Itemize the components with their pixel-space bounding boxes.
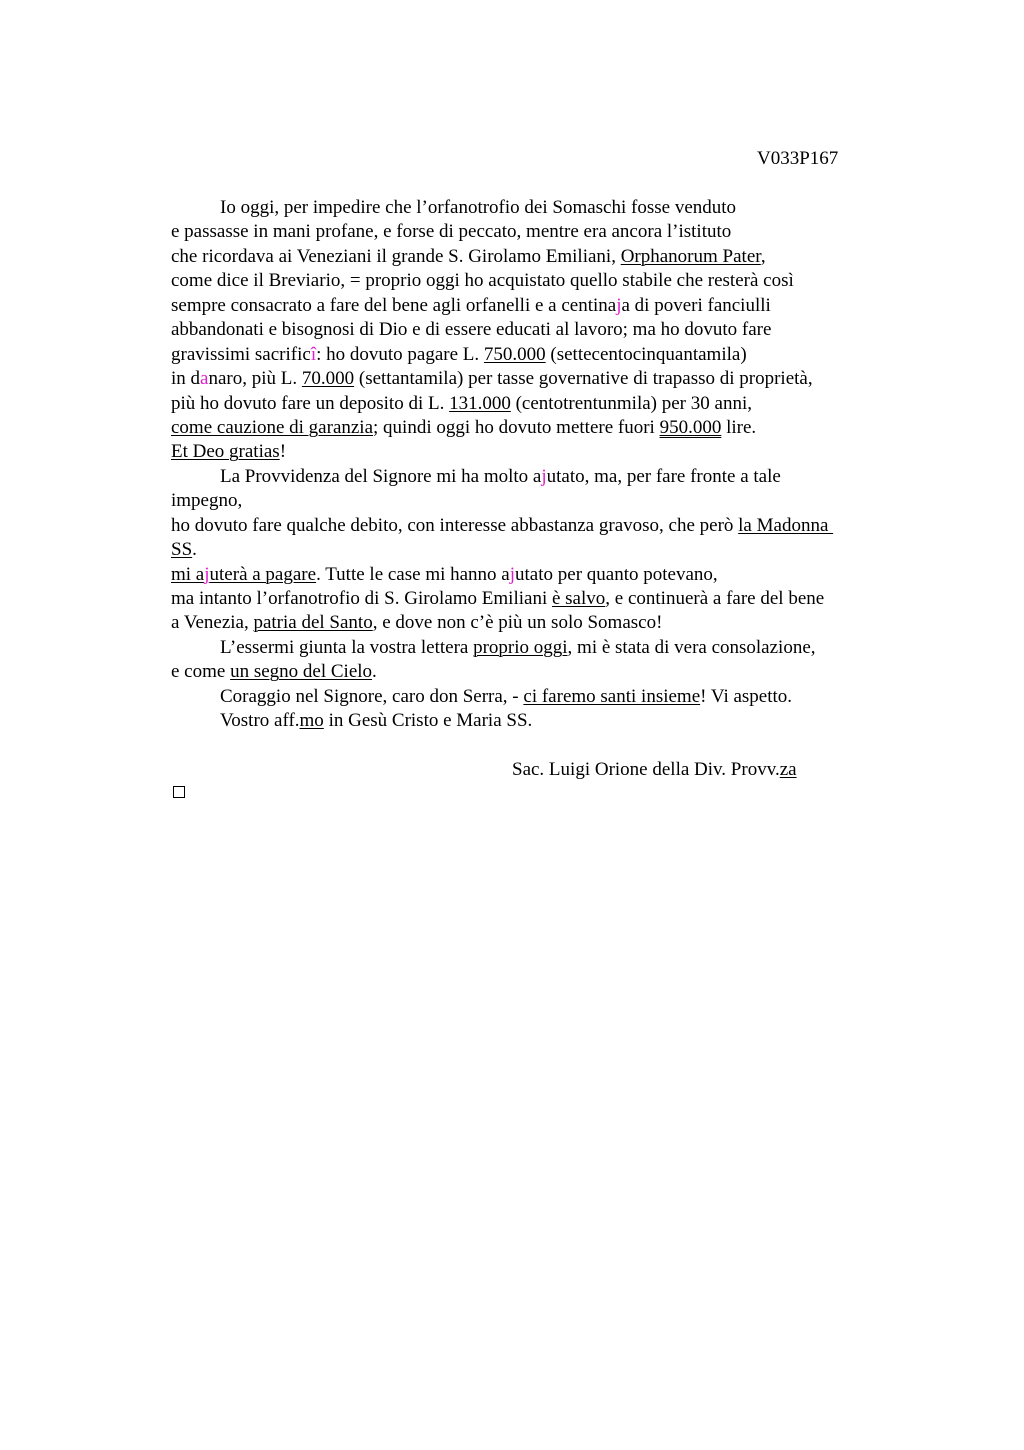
text-segment: utato per quanto potevano,: [515, 563, 718, 585]
text-segment: e come: [171, 661, 231, 683]
underlined-text: come cauzione di garanzia: [171, 416, 374, 438]
underlined-text: la Madonna: [738, 514, 834, 536]
text-line: [171, 245, 901, 269]
text-line: [171, 636, 901, 660]
highlighted-letter: j: [616, 294, 622, 316]
highlighted-letter: î: [310, 343, 317, 365]
text-segment: sempre consacrato a fare del bene agli orfanelli e a centina: [171, 294, 617, 316]
text-line: [171, 709, 901, 733]
text-segment: Io oggi, per impedire che l’orfanotrofio dei Somaschi fosse venduto: [220, 197, 737, 218]
text-line: [171, 318, 901, 342]
text-segment: gravissimi sacrific: [171, 343, 311, 365]
text-line: [171, 416, 901, 440]
text-segment: ; quindi oggi ho dovuto mettere fuori: [373, 416, 660, 438]
text-segment: in d: [171, 368, 201, 390]
text-segment: Coraggio nel Signore, caro don Serra, -: [220, 685, 524, 707]
text-line: [171, 685, 901, 709]
text-line: [171, 514, 901, 538]
highlighted-letter: j: [541, 465, 547, 487]
underlined-text: mo: [299, 710, 324, 732]
underlined-text: ci faremo santi insieme: [523, 685, 701, 707]
text-segment: .: [372, 661, 377, 683]
underlined-text: 750.000: [483, 343, 546, 365]
text-segment: La Provvidenza del Signore mi ha molto a: [220, 465, 542, 487]
signature-text: Sac. Luigi Orione della Div. Provv.: [512, 759, 780, 780]
text-segment: (settantamila) per tasse governative di trapasso di proprietà,: [354, 368, 813, 390]
text-segment: Vostro aff.: [220, 710, 300, 732]
underlined-text: uterà a pagare: [209, 563, 317, 585]
letter-body: [171, 196, 901, 734]
underlined-text: j: [204, 563, 210, 585]
underlined-text: un segno del Cielo: [230, 661, 373, 683]
text-segment: a Venezia,: [171, 612, 254, 634]
underlined-text: mi a: [171, 563, 205, 585]
text-segment: ! Vi aspetto.: [700, 685, 793, 707]
text-line: [171, 563, 901, 587]
text-segment: , e continuerà a fare del bene: [605, 588, 825, 609]
underlined-text: patria del Santo: [253, 612, 373, 634]
text-line: [171, 269, 901, 293]
text-segment: , mi è stata di vera consolazione,: [567, 636, 816, 658]
text-segment: naro, più L.: [208, 368, 302, 390]
text-segment: ,: [760, 245, 766, 267]
text-line: [171, 220, 901, 244]
text-segment: , e dove non c’è più un solo Somasco!: [372, 612, 663, 634]
text-segment: e passasse in mani profane, e forse di peccato, mentre era ancora l’istituto: [171, 221, 732, 243]
underlined-text: Orphanorum Pater: [620, 245, 761, 267]
underlined-text: 70.000: [301, 368, 355, 390]
text-segment: (settecentocinquantamila): [545, 343, 747, 365]
highlighted-letter: j: [509, 563, 516, 585]
text-segment: abbandonati e bisognosi di Dio e di essere educati al lavoro; ma ho dovuto fare: [171, 319, 772, 341]
underlined-text: 950.000: [659, 416, 722, 438]
text-line: [171, 392, 901, 416]
text-line: [171, 465, 901, 489]
text-segment: in Gesù Cristo e Maria SS.: [323, 710, 533, 732]
text-line: [171, 489, 901, 513]
text-segment: a di poveri fanciulli: [621, 294, 771, 316]
signature-suffix: za: [779, 759, 797, 780]
underlined-text: 131.000: [449, 392, 511, 414]
text-segment: .: [192, 539, 197, 561]
text-line: [171, 343, 901, 367]
text-line: [171, 294, 901, 318]
text-segment: ma intanto l’orfanotrofio di S. Girolamo Emiliani: [171, 588, 552, 609]
underlined-text: proprio oggi: [473, 636, 568, 658]
text-line: [171, 440, 901, 464]
underlined-text: SS: [171, 539, 193, 561]
text-line: [171, 196, 901, 220]
text-segment: (centotrentunmila) per 30 anni,: [510, 392, 752, 414]
text-segment: !: [279, 441, 287, 463]
text-segment: L’essermi giunta la vostra lettera: [220, 636, 474, 658]
signature: [512, 758, 797, 782]
text-segment: utato, ma, per fare fronte a tale: [546, 465, 781, 487]
end-box-icon: [173, 786, 185, 798]
text-line: [171, 611, 901, 635]
underlined-text: Et Deo gratias: [171, 441, 280, 463]
text-segment: ho dovuto fare qualche debito, con interesse abbastanza gravoso, che però: [171, 514, 739, 536]
highlighted-letter: a: [200, 368, 209, 390]
text-line: [171, 367, 901, 391]
text-segment: : ho dovuto pagare L.: [316, 343, 484, 365]
text-segment: più ho dovuto fare un deposito di L.: [171, 392, 450, 414]
text-segment: come dice il Breviario, = proprio oggi ho acquistato quello stabile che resterà così: [171, 270, 794, 292]
text-segment: che ricordava ai Veneziani il grande S. Girolamo Emiliani,: [171, 245, 621, 267]
text-segment: impegno,: [171, 490, 243, 512]
text-segment: . Tutte le case mi hanno a: [316, 563, 510, 585]
text-segment: lire.: [721, 416, 757, 438]
text-line: [171, 538, 901, 562]
text-line: [171, 660, 901, 684]
text-line: [171, 587, 901, 611]
page-code: V033P167: [757, 148, 839, 169]
underlined-text: è salvo: [551, 588, 606, 609]
